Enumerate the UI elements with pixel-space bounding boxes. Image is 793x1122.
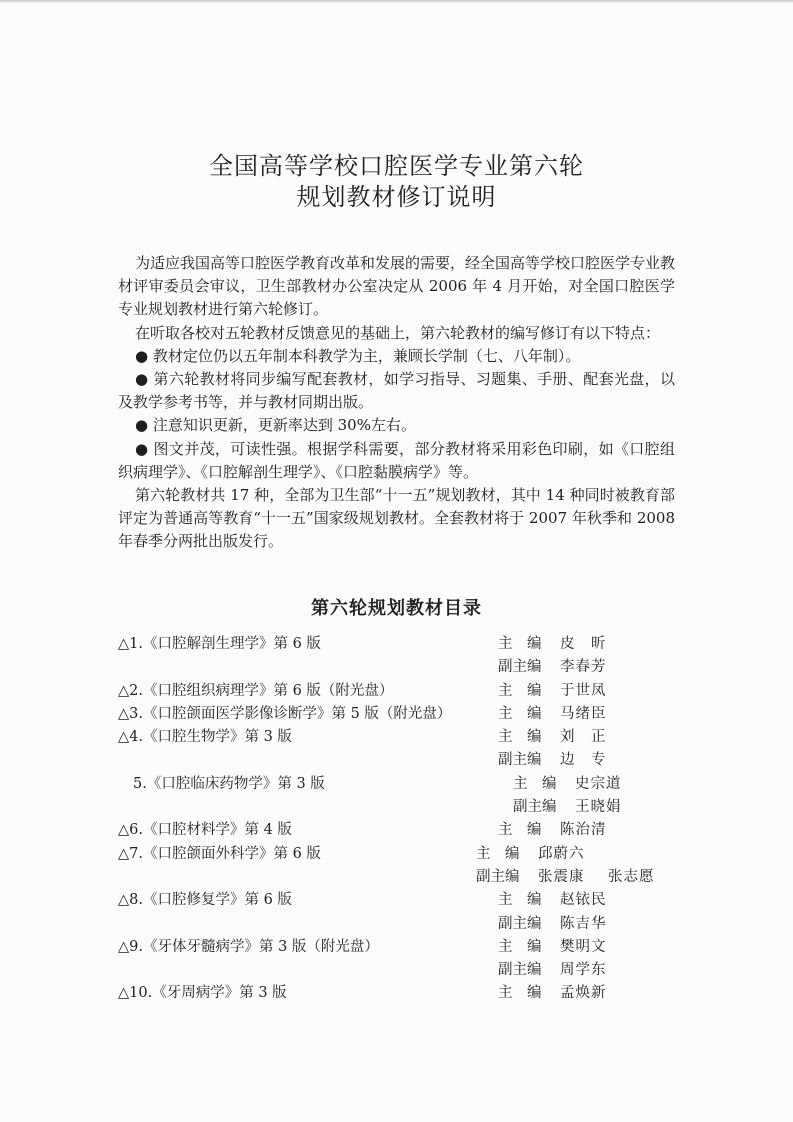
- editor-role: 副主编: [498, 752, 542, 769]
- paragraph: 在听取各校对五轮教材反馈意见的基础上，第六轮教材的编写修订有以下特点：: [135, 323, 661, 342]
- editor-row: [498, 982, 678, 1005]
- editor-name: 王晓娟: [575, 799, 622, 816]
- editor-row: [476, 866, 678, 889]
- book-title: △6.《口腔材料学》第 4 版: [118, 822, 292, 839]
- editor-list: [498, 889, 678, 936]
- toc-title: 第六轮规划教材目录: [311, 598, 482, 619]
- editor-role: 主 编: [476, 845, 520, 862]
- editor-name: 陈治清: [560, 822, 607, 839]
- editor-list: [513, 773, 678, 820]
- editor-row: [498, 633, 678, 656]
- editor-row: [498, 656, 678, 679]
- editor-role: 主 编: [498, 892, 542, 909]
- book-entry: [118, 773, 678, 820]
- editor-row: [498, 703, 678, 726]
- editor-role: 副主编: [498, 962, 542, 979]
- editor-list: [498, 726, 678, 773]
- book-title: △10.《牙周病学》第 3 版: [118, 985, 287, 1002]
- book-title: △8.《口腔修复学》第 6 版: [118, 892, 292, 909]
- editor-list: [498, 703, 678, 726]
- editor-row: [476, 843, 678, 866]
- book-entry: [118, 726, 678, 773]
- editor-role: 主 编: [498, 985, 542, 1002]
- editor-list: [498, 982, 678, 1005]
- editor-name: 张震康: [538, 868, 585, 885]
- bullet-item: ● 图文并茂，可读性强。根据学科需要，部分教材将采用彩色印刷，如《口腔组织病理学》、《口腔解剖生理学》、《口腔黏膜病学》等。: [118, 439, 675, 481]
- editor-row: [498, 819, 678, 842]
- editor-row: [513, 796, 678, 819]
- book-entry: [118, 843, 678, 890]
- scan-edge: [0, 0, 793, 3]
- editor-role: 副主编: [498, 915, 542, 932]
- editor-role: 主 编: [498, 682, 542, 699]
- editor-list: [498, 680, 678, 703]
- book-entry: [118, 889, 678, 936]
- editor-row: [498, 749, 678, 772]
- book-title: △9.《牙体牙髓病学》第 3 版（附光盘）: [118, 938, 379, 955]
- editor-row: [498, 680, 678, 703]
- book-title: △2.《口腔组织病理学》第 6 版（附光盘）: [118, 682, 394, 699]
- editor-name: 樊明文: [560, 938, 607, 955]
- editor-name: 张志愿: [608, 868, 655, 885]
- page-title-line2: 规划教材修订说明: [296, 183, 497, 211]
- editor-name: 马绪臣: [560, 705, 607, 722]
- book-entry: [118, 982, 678, 1005]
- editor-role: 副主编: [476, 868, 520, 885]
- editor-row: [498, 913, 678, 936]
- book-title: △7.《口腔颌面外科学》第 6 版: [118, 845, 321, 862]
- editor-list: [498, 819, 678, 842]
- editor-role: 副主编: [498, 659, 542, 676]
- editor-name: 孟焕新: [560, 985, 607, 1002]
- book-entry: [118, 680, 678, 703]
- editor-role: 主 编: [498, 729, 542, 746]
- editor-list: [476, 843, 678, 890]
- book-entry: [118, 819, 678, 842]
- bullet-item: ● 第六轮教材将同步编写配套教材，如学习指导、习题集、手册、配套光盘，以及教学参考书等，并与教材同期出版。: [118, 370, 675, 412]
- page-title-line1: 全国高等学校口腔医学专业第六轮: [209, 152, 584, 180]
- bullet-item: ● 教材定位仍以五年制本科教学为主，兼顾长学制（七、八年制）。: [135, 346, 581, 365]
- editor-row: [498, 959, 678, 982]
- textbook-list: [118, 633, 678, 1006]
- editor-name: 邱蔚六: [538, 845, 585, 862]
- editor-name: 皮 昕: [560, 636, 607, 652]
- editor-name: 周学东: [560, 962, 607, 979]
- editor-role: 副主编: [513, 799, 557, 816]
- bullet-item: ● 注意知识更新，更新率达到 30%左右。: [135, 416, 416, 435]
- revision-notes: [118, 252, 675, 554]
- editor-name: 于世凤: [560, 682, 607, 699]
- editor-list: [498, 936, 678, 983]
- editor-row: [513, 773, 678, 796]
- editor-role: 主 编: [498, 705, 542, 722]
- editor-name: 边 专: [560, 752, 607, 769]
- editor-list: [498, 633, 678, 680]
- book-title: △1.《口腔解剖生理学》第 6 版: [118, 636, 321, 652]
- book-title: △3.《口腔颌面医学影像诊断学》第 5 版（附光盘）: [118, 705, 452, 722]
- book-title: △4.《口腔生物学》第 3 版: [118, 729, 292, 746]
- editor-name: 刘 正: [560, 729, 607, 746]
- book-entry: [118, 633, 678, 680]
- editor-row: [498, 726, 678, 749]
- editor-name: 陈吉华: [560, 915, 607, 932]
- editor-role: 主 编: [498, 636, 542, 652]
- book-entry: [118, 703, 678, 726]
- editor-role: 主 编: [498, 938, 542, 955]
- editor-role: 主 编: [513, 775, 557, 792]
- paragraph: 第六轮教材共 17 种，全部为卫生部“十一五”规划教材，其中 14 种同时被教育部评定为普通高等教育“十一五”国家级规划教材。全套教材将于 2007 年秋季和 2008 年春季分两批出版发行。: [118, 486, 675, 551]
- editor-name: 赵铱民: [560, 892, 607, 909]
- editor-name: 史宗道: [575, 775, 622, 792]
- editor-name: 李春芳: [560, 659, 607, 676]
- paragraph: 为适应我国高等口腔医学教育改革和发展的需要，经全国高等学校口腔医学专业教材评审委员会审议，卫生部教材办公室决定从 2006 年 4 月开始，对全国口腔医学专业规划教材进行第六轮修订。: [118, 254, 676, 319]
- book-entry: [118, 936, 678, 983]
- editor-row: [498, 936, 678, 959]
- editor-row: [498, 889, 678, 912]
- editor-role: 主 编: [498, 822, 542, 839]
- book-title: 5.《口腔临床药物学》第 3 版: [133, 775, 325, 792]
